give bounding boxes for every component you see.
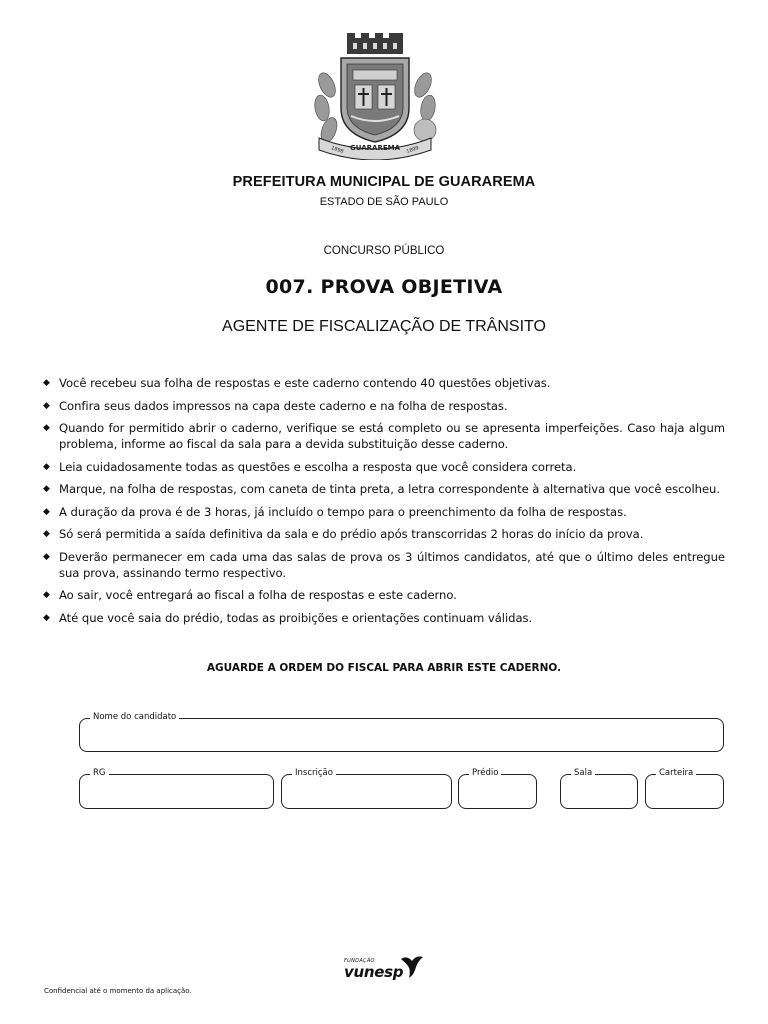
vunesp-bird-icon (399, 953, 427, 979)
diamond-bullet-icon: ◆ (43, 400, 50, 411)
crest-year-left: 1898 (330, 145, 345, 155)
instructions-list (43, 375, 725, 632)
sala-field[interactable] (560, 768, 638, 809)
diamond-bullet-icon: ◆ (43, 612, 50, 623)
list-item: ◆ Leia cuidadosamente todas as questões e escolha a resposta que você considera correta. (43, 459, 577, 474)
list-item: ◆ Confira seus dados impressos na capa deste caderno e na folha de respostas. (43, 398, 508, 413)
list-item: ◆ Deverão permanecer em cada uma das salas de prova os 3 últimos candidatos, até que o último deles entregue sua prova, assinando termo respectivo. (43, 549, 725, 580)
list-item: ◆ Ao sair, você entregará ao fiscal a folha de respostas e este caderno. (43, 588, 457, 602)
candidate-name-field[interactable] (79, 712, 724, 752)
wait-notice: AGUARDE A ORDEM DO FISCAL PARA ABRIR ESTE CADERNO. (206, 662, 562, 674)
list-item: ◆ Você recebeu sua folha de respostas e este caderno contendo 40 questões objetivas. (43, 376, 551, 390)
inscricao-field[interactable] (281, 768, 452, 809)
carteira-field[interactable] (645, 768, 724, 809)
diamond-bullet-icon: ◆ (43, 590, 50, 600)
diamond-bullet-icon: ◆ (43, 378, 50, 388)
vunesp-logo-text: vunesp (344, 963, 404, 981)
predio-label: Prédio (469, 768, 501, 779)
job-title: AGENTE DE FISCALIZAÇÃO DE TRÂNSITO (222, 318, 546, 335)
exam-title: 007. PROVA OBJETIVA (265, 276, 503, 298)
crest-banner-text: GUARAREMA (350, 144, 400, 152)
list-item: ◆ Quando for permitido abrir o caderno, verifique se está completo ou se apresenta imperfeições. Caso haja algum problema, informe ao fiscal da sala para a devida substituição desse caderno. (43, 421, 725, 451)
list-item: ◆ Até que você saia do prédio, todas as proibições e orientações continuam válidas. (43, 610, 533, 625)
prefeitura-title: PREFEITURA MUNICIPAL DE GUARAREMA (232, 174, 536, 190)
predio-field[interactable] (458, 768, 537, 809)
candidate-name-label: Nome do candidato (90, 712, 179, 723)
concurso-label: CONCURSO PÚBLICO (323, 245, 445, 257)
diamond-bullet-icon: ◆ (43, 423, 50, 433)
crest-year-right: 1899 (405, 145, 420, 155)
fundacao-label: FUNDAÇÃO (344, 958, 375, 964)
municipal-crest-logo (305, 30, 445, 160)
carteira-label: Carteira (656, 768, 696, 779)
diamond-bullet-icon: ◆ (43, 461, 50, 472)
sala-label: Sala (571, 768, 595, 779)
diamond-bullet-icon: ◆ (43, 506, 50, 517)
diamond-bullet-icon: ◆ (43, 529, 50, 539)
confidential-note: Confidencial até o momento da aplicação. (44, 987, 192, 995)
list-item: ◆ Marque, na folha de respostas, com caneta de tinta preta, a letra correspondente à alternativa que você escolheu. (43, 482, 720, 496)
list-item: ◆ Só será permitida a saída definitiva da sala e do prédio após transcorridas 2 horas do início da prova. (43, 527, 644, 541)
rg-field[interactable] (79, 768, 274, 809)
rg-label: RG (90, 768, 109, 779)
diamond-bullet-icon: ◆ (43, 484, 50, 494)
inscricao-label: Inscrição (292, 768, 336, 779)
diamond-bullet-icon: ◆ (43, 551, 50, 562)
list-item: ◆ A duração da prova é de 3 horas, já incluído o tempo para o preenchimento da folha de respostas. (43, 504, 627, 519)
state-subtitle: ESTADO DE SÃO PAULO (319, 196, 449, 208)
